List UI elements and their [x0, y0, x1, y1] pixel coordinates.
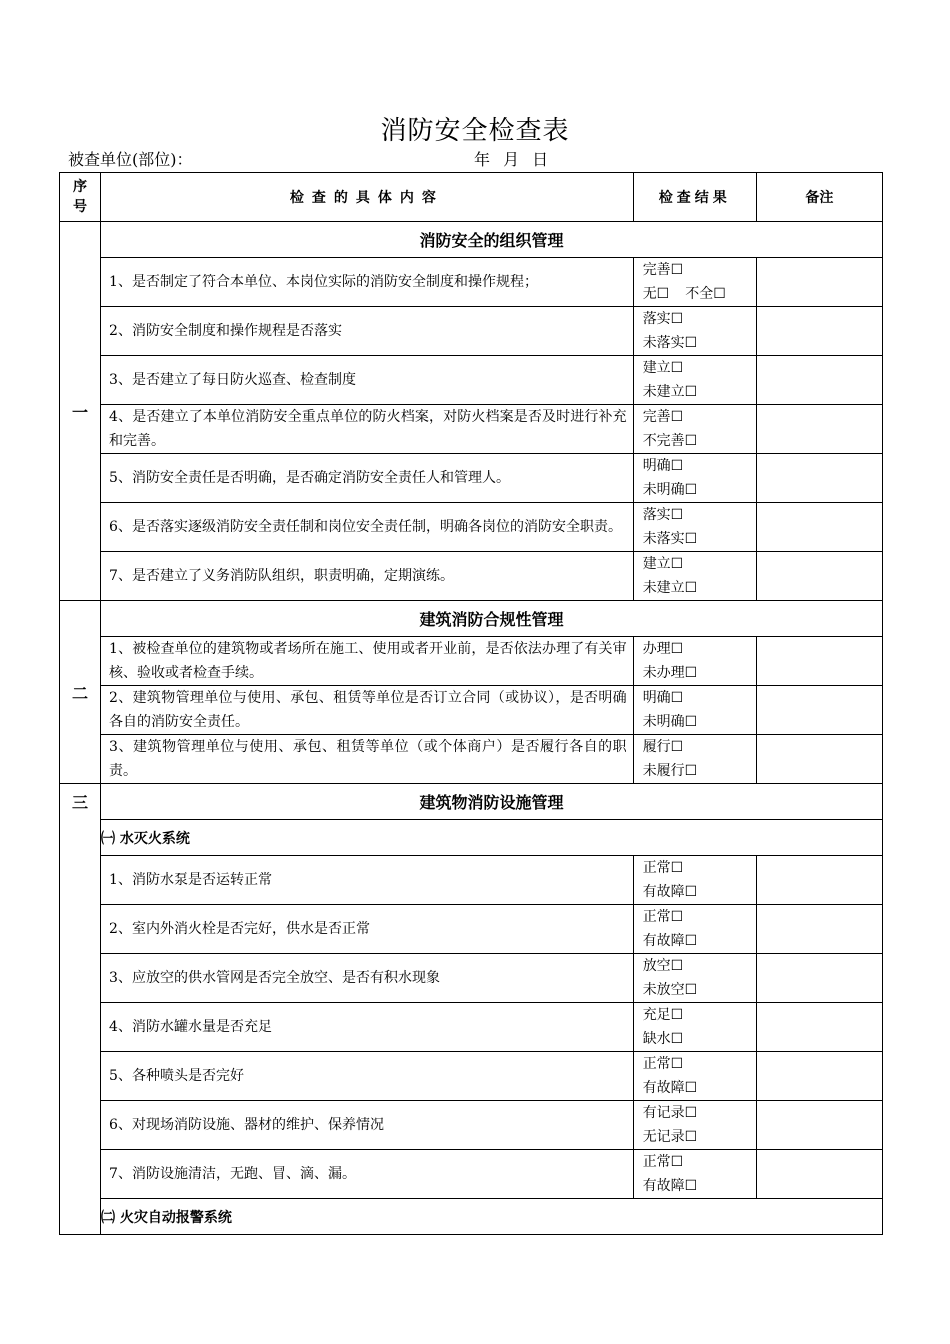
item-content: 1、消防水泵是否运转正常 [101, 856, 634, 905]
item-result[interactable]: 建立☐ 未建立☐ [633, 356, 756, 405]
item-content: 2、室内外消火栓是否完好，供水是否正常 [101, 905, 634, 954]
inspection-table [59, 172, 883, 1235]
item-note[interactable] [756, 1003, 882, 1052]
item-note[interactable] [756, 552, 882, 601]
item-content: 4、是否建立了本单位消防安全重点单位的防火档案，对防火档案是否及时进行补充和完善。 [101, 405, 634, 454]
item-note[interactable] [756, 503, 882, 552]
table-row [60, 1003, 883, 1052]
item-content: 1、是否制定了符合本单位、本岗位实际的消防安全制度和操作规程； [101, 258, 634, 307]
item-note[interactable] [756, 905, 882, 954]
item-note[interactable] [756, 454, 882, 503]
item-note[interactable] [756, 1101, 882, 1150]
item-content: 7、消防设施清洁，无跑、冒、滴、漏。 [101, 1150, 634, 1199]
item-content: 2、消防安全制度和操作规程是否落实 [101, 307, 634, 356]
inspected-unit-label: 被查单位(部位)： [68, 150, 193, 169]
item-note[interactable] [756, 735, 882, 784]
table-row [60, 454, 883, 503]
item-content: 3、应放空的供水管网是否完全放空、是否有积水现象 [101, 954, 634, 1003]
section-title: 建筑物消防设施管理 [101, 784, 883, 820]
item-note[interactable] [756, 637, 882, 686]
item-result[interactable]: 充足☐ 缺水☐ [633, 1003, 756, 1052]
section-number: 一 [60, 222, 101, 601]
header-no: 序 号 [60, 173, 101, 222]
item-result[interactable]: 放空☐ 未放空☐ [633, 954, 756, 1003]
table-row [60, 735, 883, 784]
table-row [60, 856, 883, 905]
table-row [60, 503, 883, 552]
item-note[interactable] [756, 258, 882, 307]
item-note[interactable] [756, 954, 882, 1003]
table-row [60, 954, 883, 1003]
item-result[interactable]: 明确☐ 未明确☐ [633, 454, 756, 503]
section-row [60, 601, 883, 637]
item-result[interactable]: 落实☐ 未落实☐ [633, 307, 756, 356]
item-result[interactable]: 正常☐ 有故障☐ [633, 856, 756, 905]
section-row [60, 222, 883, 258]
item-content: 3、建筑物管理单位与使用、承包、租赁等单位（或个体商户）是否履行各自的职责。 [101, 735, 634, 784]
item-content: 4、消防水罐水量是否充足 [101, 1003, 634, 1052]
item-content: 5、消防安全责任是否明确，是否确定消防安全责任人和管理人。 [101, 454, 634, 503]
item-content: 5、各种喷头是否完好 [101, 1052, 634, 1101]
item-result[interactable]: 正常☐ 有故障☐ [633, 1052, 756, 1101]
item-result[interactable]: 完善☐ 不完善☐ [633, 405, 756, 454]
table-row [60, 307, 883, 356]
table-row [60, 552, 883, 601]
item-content: 3、是否建立了每日防火巡查、检查制度 [101, 356, 634, 405]
item-result[interactable]: 有记录☐ 无记录☐ [633, 1101, 756, 1150]
subsection-row [60, 1199, 883, 1235]
item-result[interactable]: 履行☐ 未履行☐ [633, 735, 756, 784]
section-number: 三 [60, 784, 101, 1235]
page-title: 消防安全检查表 [380, 116, 570, 146]
item-result[interactable]: 办理☐ 未办理☐ [633, 637, 756, 686]
table-row [60, 356, 883, 405]
item-result[interactable]: 正常☐ 有故障☐ [633, 905, 756, 954]
section-number: 二 [60, 601, 101, 784]
table-row [60, 1052, 883, 1101]
item-result[interactable]: 落实☐ 未落实☐ [633, 503, 756, 552]
table-row [60, 1150, 883, 1199]
section-title: 消防安全的组织管理 [101, 222, 883, 258]
subsection-title: ㈡ 火灾自动报警系统 [101, 1199, 883, 1235]
table-row [60, 637, 883, 686]
item-note[interactable] [756, 405, 882, 454]
subsection-title: ㈠ 水灭火系统 [101, 820, 883, 856]
table-row [60, 258, 883, 307]
table-row [60, 905, 883, 954]
table-row [60, 1101, 883, 1150]
item-note[interactable] [756, 1150, 882, 1199]
item-note[interactable] [756, 307, 882, 356]
table-row [60, 405, 883, 454]
item-note[interactable] [756, 356, 882, 405]
item-result[interactable]: 完善☐ 无☐ 不全☐ [633, 258, 756, 307]
item-content: 7、是否建立了义务消防队组织，职责明确，定期演练。 [101, 552, 634, 601]
item-content: 6、对现场消防设施、器材的维护、保养情况 [101, 1101, 634, 1150]
item-content: 2、建筑物管理单位与使用、承包、租赁等单位是否订立合同（或协议），是否明确各自的消防安全责任。 [101, 686, 634, 735]
table-row [60, 686, 883, 735]
item-result[interactable]: 正常☐ 有故障☐ [633, 1150, 756, 1199]
item-result[interactable]: 建立☐ 未建立☐ [633, 552, 756, 601]
table-header-row [60, 173, 883, 222]
item-note[interactable] [756, 1052, 882, 1101]
section-row [60, 784, 883, 820]
subsection-row [60, 820, 883, 856]
header-content: 检查的具体内容 [101, 173, 634, 222]
item-note[interactable] [756, 856, 882, 905]
header-result: 检查结果 [633, 173, 756, 222]
item-result[interactable]: 明确☐ 未明确☐ [633, 686, 756, 735]
date-label: 年 月 日 [474, 150, 549, 169]
item-content: 1、被检查单位的建筑物或者场所在施工、使用或者开业前，是否依法办理了有关审核、验收或者检查手续。 [101, 637, 634, 686]
item-content: 6、是否落实逐级消防安全责任制和岗位安全责任制，明确各岗位的消防安全职责。 [101, 503, 634, 552]
header-note: 备注 [756, 173, 882, 222]
item-note[interactable] [756, 686, 882, 735]
section-title: 建筑消防合规性管理 [101, 601, 883, 637]
